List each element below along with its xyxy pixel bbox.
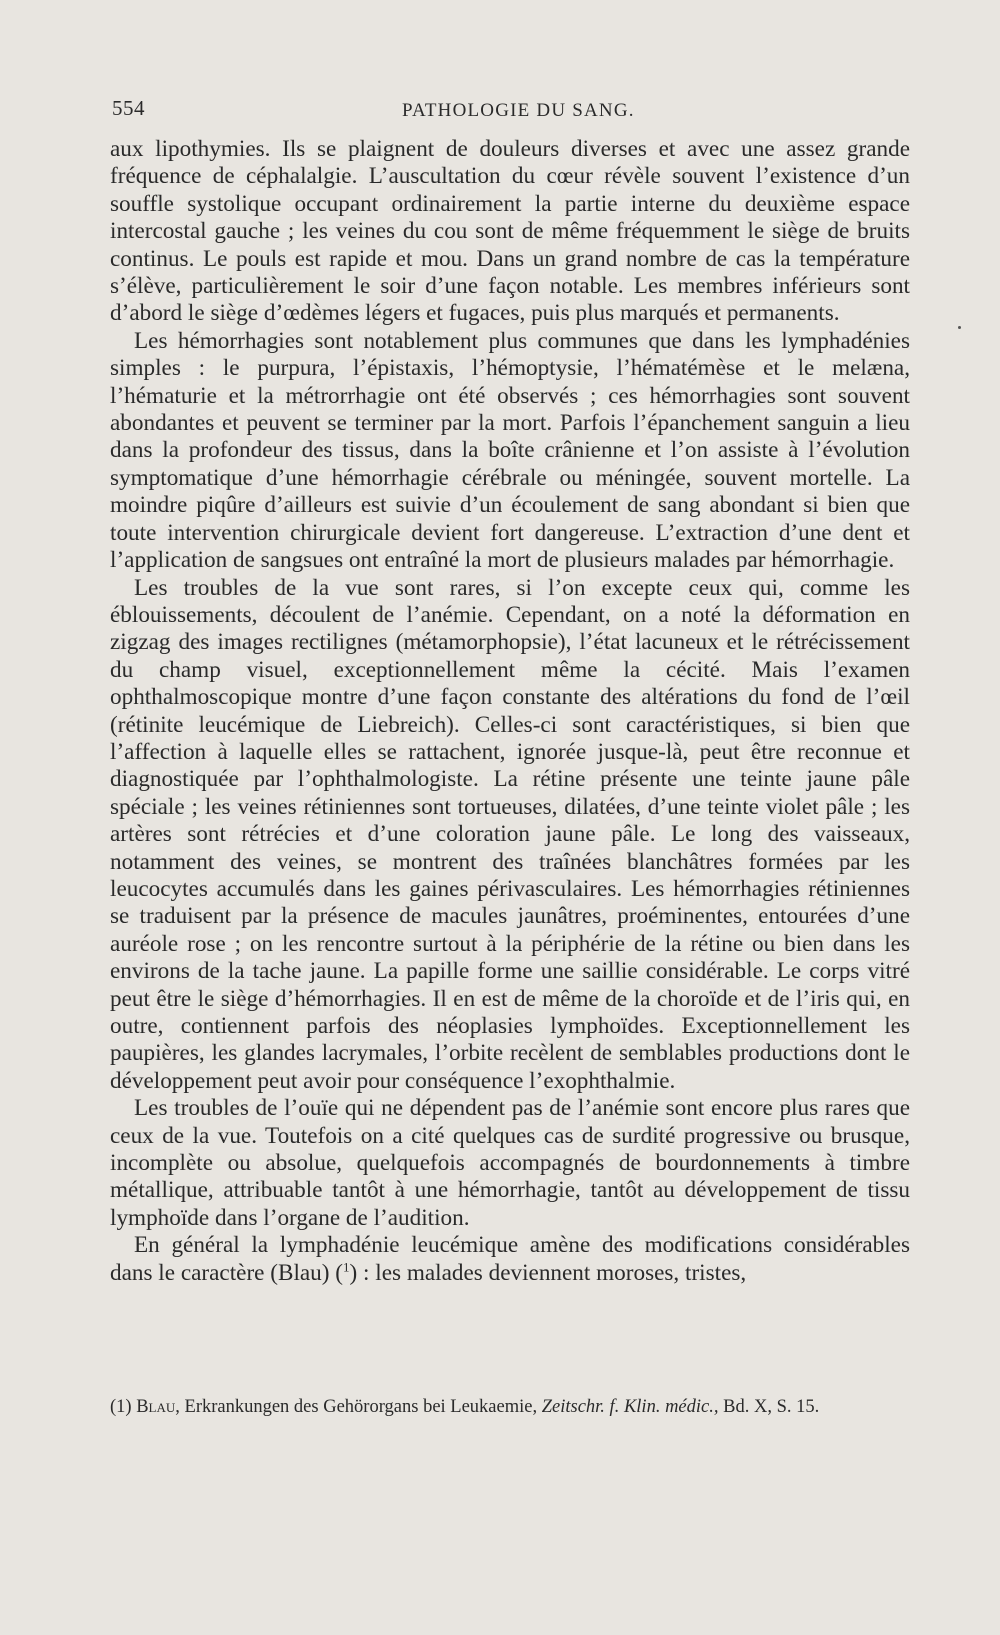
footnote-title: Erkrankungen des Gehörorgans bei Leukaemie, (179, 1397, 542, 1417)
paragraph: Les troubles de la vue sont rares, si l’on excepte ceux qui, comme les éblouissements, découlent de l’anémie. Cependant, on a noté la déformation en zigzag des images rectilignes (métamorphopsie), l’état lacuneux et le rétrécissement du champ visuel, exceptionnellement même la cécité. Mais l’examen ophthalmoscopique montre d’une façon constante des altérations du fond de l’œil (rétinite leucémique de Liebreich). Celles-ci sont caractéristiques, si bien que l’affection à laquelle elles se rattachent, ignorée jusque-là, peut être reconnue et diagnostiquée par l’ophthalmologiste. La rétine présente une teinte jaune pâle spéciale ; les veines rétiniennes sont tortueuses, dilatées, d’une teinte violet pâle ; les artères sont rétrécies et d’une coloration jaune pâle. Le long des vaisseaux, notamment des veines, se montrent des traînées blanchâtres formées par les leucocytes accumulés dans les gaines périvasculaires. Les hémorrhagies rétiniennes se traduisent par la présence de macules jaunâtres, proéminentes, entourées d’une auréole rose ; on les rencontre surtout à la périphérie de la rétine ou bien dans les environs de la tache jaune. La papille forme une saillie considérable. Le corps vitré peut être le siège d’hémorrhagies. Il en est de même de la choroïde et de l’iris qui, en outre, contiennent parfois des néoplasies lymphoïdes. Exceptionnellement les paupières, les glandes lacrymales, l’orbite recèlent de semblables productions dont le développement peut avoir pour conséquence l’exophthalmie. (110, 574, 910, 1094)
footnote-locator: Bd. X, S. 15. (718, 1397, 820, 1417)
paragraph-text: En général la lymphadénie leucémique amène des modifications considérables dans le caractère (Blau) ( (110, 1232, 910, 1286)
footnote-journal: Zeitschr. f. Klin. médic., (541, 1397, 719, 1417)
footnote-author: Blau, (136, 1397, 180, 1417)
paragraph: Les hémorrhagies sont notablement plus communes que dans les lymphadénies simples : le purpura, l’épistaxis, l’hémoptysie, l’hématémèse et le melæna, l’hématurie et la métrorrhagie ont été observés ; ces hémorrhagies sont souvent abondantes et peuvent se terminer par la mort. Parfois l’épanchement sanguin a lieu dans la profondeur des tissus, dans la boîte crânienne et l’on assiste à l’évolution symptomatique d’une hémorrhagie cérébrale ou méningée, souvent mortelle. La moindre piqûre d’ailleurs est suivie d’un écoulement de sang abondant si bien que toute intervention chirurgicale devient fort dangereuse. L’extraction d’une dent et l’application de sangsues ont entraîné la mort de plusieurs malades par hémorrhagie. (110, 327, 910, 574)
page-header (112, 96, 912, 128)
paragraph: Les troubles de l’ouïe qui ne dépendent pas de l’anémie sont encore plus rares que ceux de la vue. Toutefois on a cité quelques cas de surdité progressive ou brusque, incomplète ou absolue, quelquefois accompagnés de bourdonnements à timbre métallique, attribuable tantôt à une hémorrhagie, tantôt au développement de tissu lymphoïde dans l’organe de l’audition. (110, 1095, 910, 1231)
paragraph-text: ) : les malades deviennent moroses, tristes, (349, 1259, 747, 1286)
page-number: 554 (112, 96, 145, 120)
paragraph (110, 1232, 910, 1287)
footnote-reference: 1 (343, 1258, 350, 1274)
footnote (110, 1397, 910, 1417)
footnotes (110, 1397, 910, 1417)
print-speck (958, 326, 961, 329)
body-text (110, 136, 910, 1287)
paragraph: aux lipothymies. Ils se plaignent de douleurs diverses et avec une assez grande fréquence de céphalalgie. L’auscultation du cœur révèle souvent l’existence d’un souffle systolique occupant ordinairement la partie interne du deuxième espace intercostal gauche ; les veines du cou sont de même fréquemment le siège de bruits continus. Le pouls est rapide et mou. Dans un grand nombre de cas la température s’élève, particulièrement le soir d’une façon notable. Les membres inférieurs sont d’abord le siège d’œdèmes légers et fugaces, puis plus marqués et permanents. (110, 136, 910, 327)
running-title: PATHOLOGIE DU SANG. (402, 100, 635, 121)
footnote-marker: (1) (110, 1397, 132, 1417)
